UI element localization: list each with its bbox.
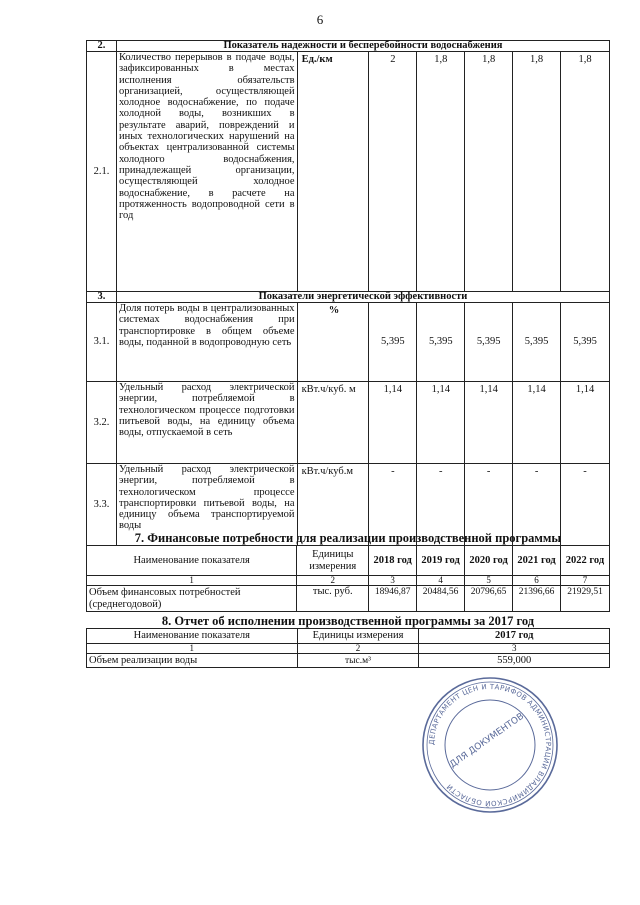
indicator-description: Удельный расход электрической энергии, потребляемой в технологическом процессе подготовки питьевой воды, на единицу объема воды, отпускаемой в сеть — [116, 382, 297, 464]
financial-needs-table — [86, 545, 610, 612]
row-number: 3.2. — [87, 382, 117, 464]
column-header-name: Наименование показателя — [87, 629, 298, 644]
value-cell: 21396,66 — [513, 586, 561, 612]
table-row — [87, 654, 610, 668]
stamp-center-text: ДЛЯ ДОКУМЕНТОВ — [448, 711, 526, 771]
column-index: 7 — [561, 576, 610, 586]
value-cell: - — [417, 464, 465, 546]
value-cell: 5,395 — [369, 303, 417, 382]
value-cell: - — [561, 464, 610, 546]
column-index-row — [87, 644, 610, 654]
column-header-unit: Единицы измерения — [297, 546, 369, 576]
column-index: 3 — [419, 644, 610, 654]
section-8-heading: 8. Отчет об исполнении производственной программы за 2017 год — [161, 614, 535, 628]
table-row — [87, 303, 610, 382]
table-row — [87, 586, 610, 612]
table-header-row — [87, 629, 610, 644]
unit-cell: кВт.ч/куб. м — [297, 382, 369, 464]
section-number: 3. — [87, 292, 117, 303]
column-index: 1 — [87, 644, 298, 654]
column-header-year: 2018 год — [369, 546, 417, 576]
section-title: Показатель надежности и бесперебойности водоснабжения — [116, 41, 609, 52]
stamp-outer-text — [428, 683, 552, 808]
unit-cell: % — [297, 303, 369, 382]
column-index: 1 — [87, 576, 297, 586]
column-index: 3 — [369, 576, 417, 586]
stamp-middle-ring — [427, 682, 553, 808]
column-header-year: 2019 год — [417, 546, 465, 576]
indicator-name: Объем реализации воды — [87, 654, 298, 668]
value-cell: 1,8 — [561, 52, 610, 292]
row-number: 2.1. — [87, 52, 117, 292]
value-cell: 1,14 — [465, 382, 513, 464]
column-header-year: 2017 год — [419, 629, 610, 644]
unit-cell: тыс. руб. — [297, 586, 369, 612]
indicator-name: Объем финансовых потребностей (среднегодовой) — [87, 586, 297, 612]
value-cell: 18946,87 — [369, 586, 417, 612]
unit-cell: тыс.м³ — [297, 654, 419, 668]
section-row — [87, 292, 610, 303]
column-index: 6 — [513, 576, 561, 586]
value-cell: 5,395 — [465, 303, 513, 382]
value-cell: 5,395 — [561, 303, 610, 382]
column-index: 2 — [297, 576, 369, 586]
value-cell: 1,8 — [417, 52, 465, 292]
value-cell: 21929,51 — [561, 586, 610, 612]
row-number: 3.3. — [87, 464, 117, 546]
column-index: 4 — [417, 576, 465, 586]
value-cell: 1,14 — [561, 382, 610, 464]
value-cell: 2 — [369, 52, 417, 292]
page-number: 6 — [316, 12, 324, 27]
indicator-description: Количество перерывов в подаче воды, зафиксированных в местах исполнения обязательств организацией, осуществляющей холодное водоснабжение, по подаче холодной воды, возникших в результате аварий, повреждений и иных технологических нарушений на объектах централизованной системы холодного водоснабжения, принадлежащей организации, осуществляющей холодное водоснабжение, в расчете на протяженность водопроводной сети в год — [116, 52, 297, 292]
column-header-name: Наименование показателя — [87, 546, 297, 576]
value-cell: - — [465, 464, 513, 546]
value-cell: 20484,56 — [417, 586, 465, 612]
section-row — [87, 41, 610, 52]
indicator-description: Удельный расход электрической энергии, потребляемой в технологическом процессе транспортировки питьевой воды, на единицу объема транспортируемой воды — [116, 464, 297, 546]
column-index: 2 — [297, 644, 419, 654]
section-number: 2. — [87, 41, 117, 52]
column-header-unit: Единицы измерения — [297, 629, 419, 644]
unit-cell: Ед./км — [297, 52, 369, 292]
column-index-row — [87, 576, 610, 586]
value-cell: 5,395 — [513, 303, 561, 382]
table-row — [87, 52, 610, 292]
value-cell: 1,14 — [513, 382, 561, 464]
value-cell: 1,14 — [417, 382, 465, 464]
value-cell: - — [513, 464, 561, 546]
column-header-year: 2020 год — [465, 546, 513, 576]
indicators-table — [86, 40, 610, 546]
value-cell: 5,395 — [417, 303, 465, 382]
column-header-year: 2021 год — [513, 546, 561, 576]
value-cell: 559,000 — [419, 654, 610, 668]
unit-cell: кВт.ч/куб.м — [297, 464, 369, 546]
column-index: 5 — [465, 576, 513, 586]
table-header-row — [87, 546, 610, 576]
row-number: 3.1. — [87, 303, 117, 382]
program-report-table — [86, 628, 610, 668]
stamp-outer-ring — [423, 678, 557, 812]
section-title: Показатели энергетической эффективности — [116, 292, 609, 303]
value-cell: 1,8 — [465, 52, 513, 292]
value-cell: 1,8 — [513, 52, 561, 292]
value-cell: - — [369, 464, 417, 546]
department-seal-stamp — [420, 675, 560, 815]
value-cell: 20796,65 — [465, 586, 513, 612]
column-header-year: 2022 год — [561, 546, 610, 576]
section-7-heading: 7. Финансовые потребности для реализации производственной программы — [134, 531, 562, 545]
value-cell: 1,14 — [369, 382, 417, 464]
indicator-description: Доля потерь воды в централизованных системах водоснабжения при транспортировке в общем объеме воды, поданной в водопроводную сеть — [116, 303, 297, 382]
stamp-outer-textpath: ДЕПАРТАМЕНТ ЦЕН И ТАРИФОВ АДМИНИСТРАЦИИ ВЛАДИМИРСКОЙ ОБЛАСТИ — [427, 682, 553, 808]
table-row — [87, 382, 610, 464]
